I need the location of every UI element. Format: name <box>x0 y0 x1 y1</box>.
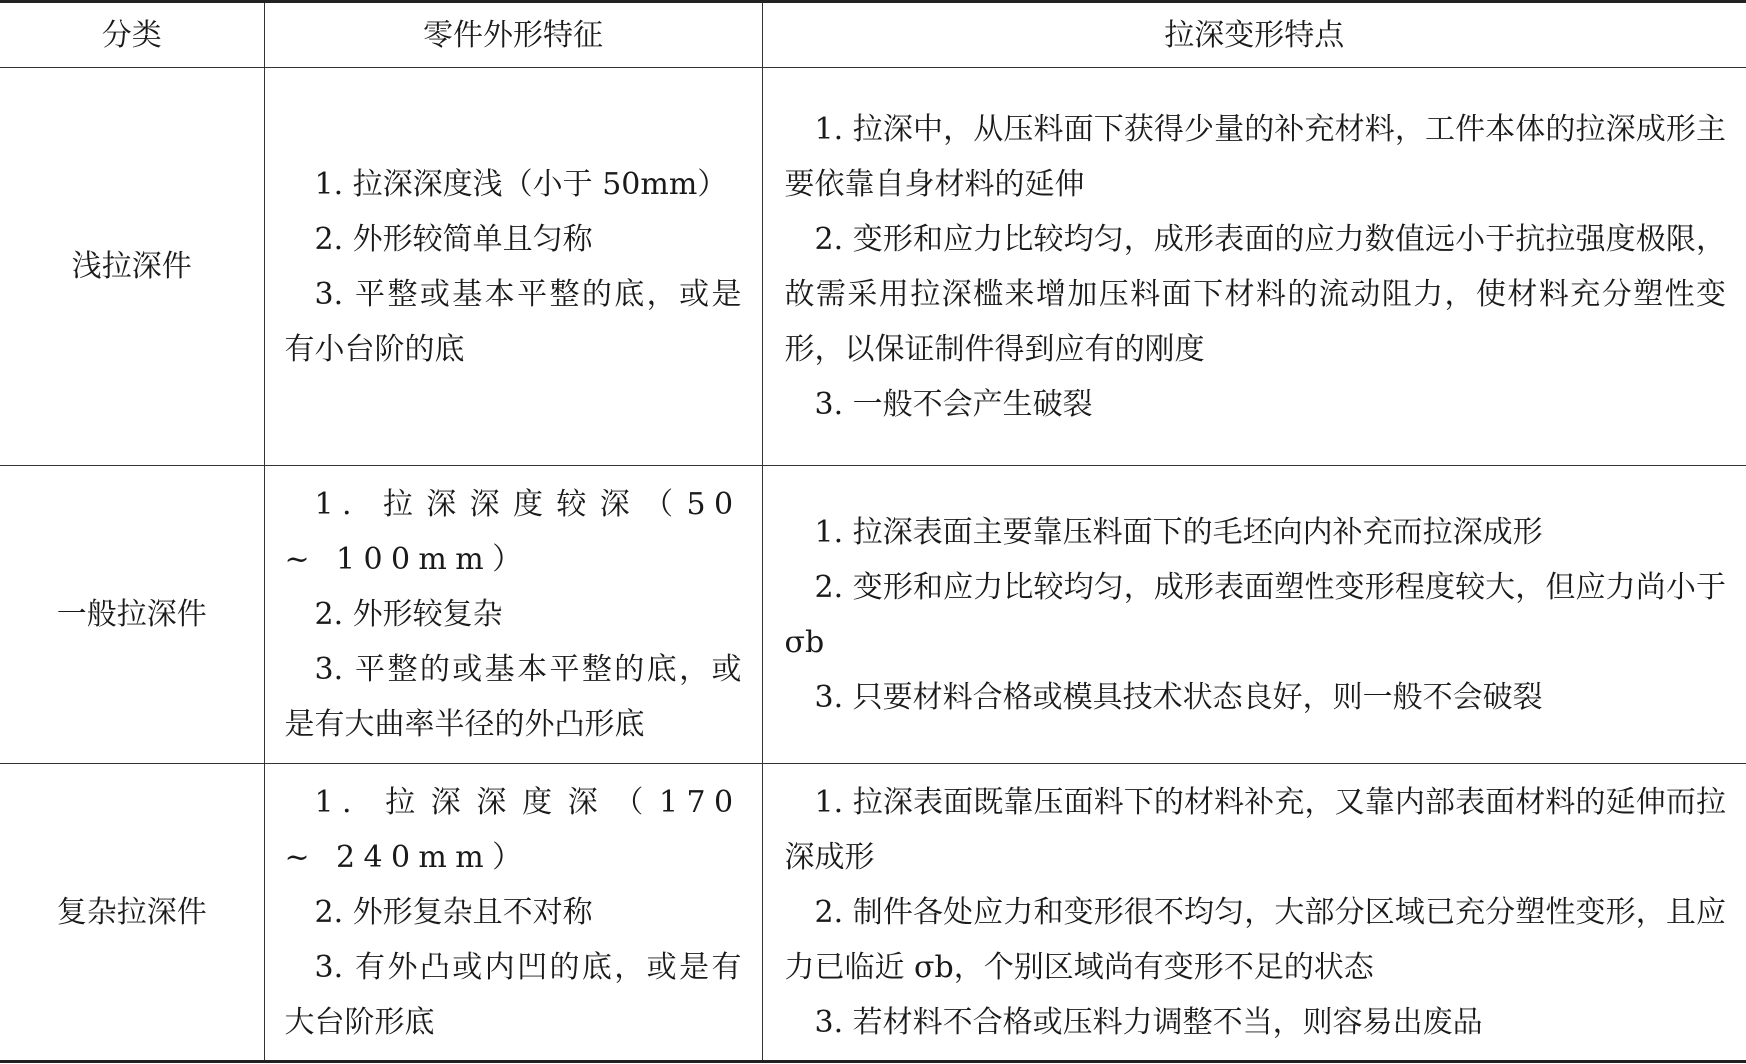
category-cell: 一般拉深件 <box>0 466 264 764</box>
characteristics-cell <box>762 764 1746 1062</box>
characteristic-item: 2. 变形和应力比较均匀，成形表面塑性变形程度较大，但应力尚小于 σb <box>784 569 1726 660</box>
header-row <box>0 2 1746 68</box>
characteristic-item: 1. 拉深表面主要靠压料面下的毛坯向内补充而拉深成形 <box>814 514 1543 550</box>
characteristic-item: 3. 只要材料合格或模具技术状态良好，则一般不会破裂 <box>814 679 1543 715</box>
characteristic-item: 2. 变形和应力比较均匀，成形表面的应力数值远小于抗拉强度极限，故需采用拉深槛来增加压料面下材料的流动阻力，使材料充分塑性变形，以保证制件得到应有的刚度 <box>784 221 1726 367</box>
characteristics-cell <box>762 466 1746 764</box>
table-row <box>0 466 1746 764</box>
header-characteristics: 拉深变形特点 <box>762 2 1746 68</box>
characteristic-item: 3. 一般不会产生破裂 <box>814 386 1093 422</box>
table-row <box>0 764 1746 1062</box>
feature-item: 2. 外形复杂且不对称 <box>314 894 593 930</box>
category-cell: 复杂拉深件 <box>0 764 264 1062</box>
characteristic-item: 3. 若材料不合格或压料力调整不当，则容易出废品 <box>814 1004 1483 1040</box>
feature-item: 3. 平整或基本平整的底，或是有小台阶的底 <box>284 276 742 367</box>
feature-item: 1. 拉深深度较深（50 ~ 100mm） <box>284 487 742 577</box>
characteristics-cell <box>762 68 1746 466</box>
characteristic-item: 2. 制件各处应力和变形很不均匀，大部分区域已充分塑性变形，且应力已临近 σb，个别区域尚有变形不足的状态 <box>784 894 1726 985</box>
features-cell <box>264 466 762 764</box>
header-category: 分类 <box>0 2 264 68</box>
category-cell: 浅拉深件 <box>0 68 264 466</box>
feature-item: 3. 平整的或基本平整的底，或是有大曲率半径的外凸形底 <box>284 652 742 742</box>
header-features: 零件外形特征 <box>264 2 762 68</box>
feature-item: 2. 外形较简单且匀称 <box>314 221 593 257</box>
feature-item: 1. 拉深深度深（170 ~ 240mm） <box>284 784 742 875</box>
characteristic-item: 1. 拉深表面既靠压面料下的材料补充，又靠内部表面材料的延伸而拉深成形 <box>784 784 1726 875</box>
characteristic-item: 1. 拉深中，从压料面下获得少量的补充材料，工件本体的拉深成形主要依靠自身材料的延伸 <box>784 111 1726 202</box>
feature-item: 3. 有外凸或内凹的底，或是有大台阶形底 <box>284 949 742 1040</box>
features-cell <box>264 764 762 1062</box>
feature-item: 1. 拉深深度浅（小于 50mm） <box>314 166 728 202</box>
table-row <box>0 68 1746 466</box>
features-cell <box>264 68 762 466</box>
feature-item: 2. 外形较复杂 <box>314 597 503 632</box>
